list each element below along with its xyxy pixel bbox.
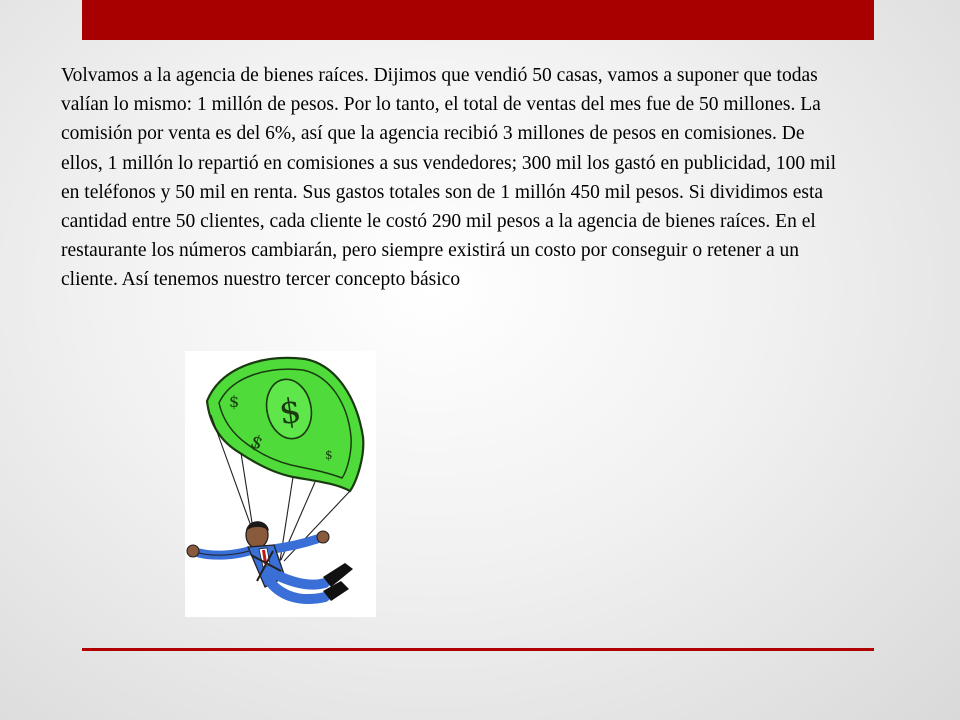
svg-text:$: $ <box>247 430 266 455</box>
money-parachute-illustration <box>185 351 376 617</box>
svg-text:$: $ <box>229 392 240 411</box>
top-accent-bar <box>82 0 874 40</box>
slide-body-text: Volvamos a la agencia de bienes raíces. Dijimos que vendió 50 casas, vamos a suponer que todas valían lo mismo: 1 millón de pesos. Por lo tanto, el total de ventas del mes fue de 50 millones. La comisión por venta es del 6%, así que la agencia recibió 3 millones de pesos en comisiones. De ellos, 1 millón lo repartió en comisiones a sus vendedores; 300 mil los gastó en publicidad, 100 mil en teléfonos y 50 mil en renta. Sus gastos totales son de 1 millón 450 mil pesos. Si dividimos esta cantidad entre 50 clientes, cada cliente le costó 290 mil pesos a la agencia de bienes raíces. En el restaurante los números cambiarán, pero siempre existirá un costo por conseguir o retener a un cliente. Así tenemos nuestro tercer concepto básico <box>61 65 837 291</box>
money-parachute-icon <box>185 351 376 617</box>
svg-text:$: $ <box>325 448 333 462</box>
svg-text:$: $ <box>276 390 304 434</box>
bottom-accent-line <box>82 648 874 651</box>
